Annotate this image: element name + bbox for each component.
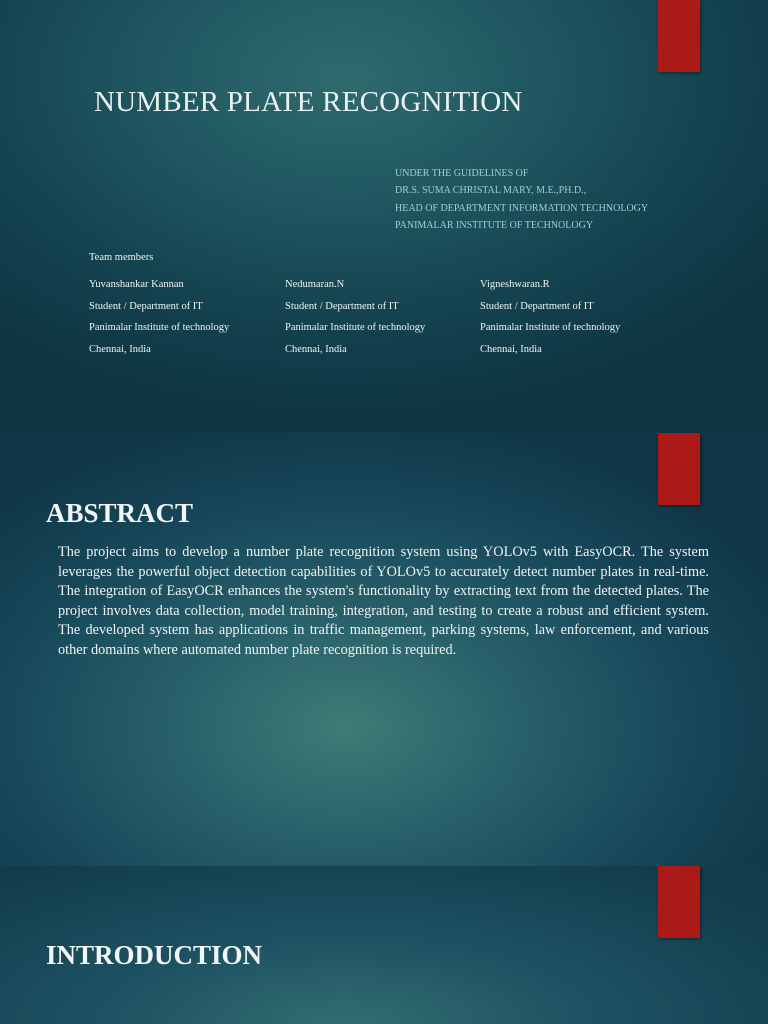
title-slide xyxy=(0,0,768,432)
red-accent-tab xyxy=(658,433,700,505)
guide-institute: PANIMALAR INSTITUTE OF TECHNOLOGY xyxy=(395,219,594,231)
member-location: Chennai, India xyxy=(285,343,347,355)
member-role: Student / Department of IT xyxy=(89,300,203,312)
red-accent-tab xyxy=(658,0,700,72)
red-accent-tab xyxy=(658,866,700,938)
member-location: Chennai, India xyxy=(480,343,542,355)
guide-name: DR.S. SUMA CHRISTAL MARY, M.E.,PH.D., xyxy=(395,185,587,197)
team-member-2 xyxy=(285,274,425,360)
team-members-label: Team members xyxy=(89,252,154,263)
member-institute: Panimalar Institute of technology xyxy=(480,322,621,333)
member-role: Student / Department of IT xyxy=(285,300,399,312)
team-member-1 xyxy=(89,274,229,360)
introduction-heading: INTRODUCTION xyxy=(46,940,263,970)
member-institute: Panimalar Institute of technology xyxy=(89,322,230,333)
team-member-3 xyxy=(480,274,620,360)
member-name: Vigneshwaran.R xyxy=(480,279,550,290)
presentation-title: NUMBER PLATE RECOGNITION xyxy=(94,86,523,118)
member-name: Nedumaran.N xyxy=(285,279,345,290)
guidelines-block xyxy=(395,165,648,234)
guidelines-line: UNDER THE GUIDELINES OF xyxy=(395,168,529,179)
abstract-heading: ABSTRACT xyxy=(46,498,194,528)
member-institute: Panimalar Institute of technology xyxy=(285,322,426,333)
member-role: Student / Department of IT xyxy=(480,300,594,312)
member-name: Yuvanshankar Kannan xyxy=(89,279,184,290)
guide-designation: HEAD OF DEPARTMENT INFORMATION TECHNOLOGY xyxy=(395,202,649,214)
abstract-text: The project aims to develop a number plate recognition system using YOLOv5 with EasyOCR. The system leverages the powerful object detection capabilities of YOLOv5 to accurately detect number plates in real-time. The integration of EasyOCR enhances the system's functionality by extracting text from the detected plates. The project involves data collection, model training, integration, and testing to create a robust and efficient system. The developed system has applications in traffic management, parking systems, law enforcement, and various other domains where automated number plate recognition is required. xyxy=(58,544,709,658)
member-location: Chennai, India xyxy=(89,343,151,355)
